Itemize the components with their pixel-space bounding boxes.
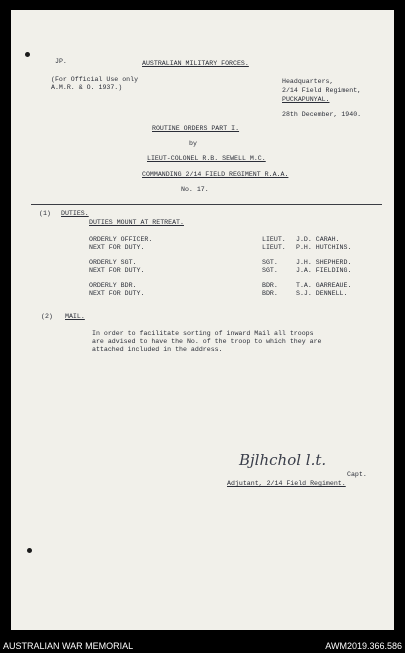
orders-heading: ROUTINE ORDERS PART I. xyxy=(152,125,240,132)
command-line: COMMANDING 2/14 FIELD REGIMENT R.A.A. xyxy=(142,171,289,178)
signature-role: Adjutant, 2/14 Field Regiment. xyxy=(227,480,346,487)
archive-footer xyxy=(0,640,405,653)
commanding-officer: LIEUT-COLONEL R.B. SEWELL M.C. xyxy=(147,155,266,162)
archive-name: AUSTRALIAN WAR MEMORIAL xyxy=(3,641,134,651)
mail-text-line: are advised to have the No. of the troop to which they are xyxy=(92,338,322,345)
duty-name: T.A. GARREAUE. xyxy=(296,282,352,289)
document-page xyxy=(11,10,394,630)
section-rule xyxy=(31,204,382,205)
duty-role: ORDERLY BDR. xyxy=(89,282,137,289)
document-date: 28th December, 1940. xyxy=(282,111,362,118)
duty-rank: SGT. xyxy=(262,267,278,274)
duty-rank: LIEUT. xyxy=(262,244,286,251)
duty-role: NEXT FOR DUTY. xyxy=(89,267,145,274)
hq-line-2: 2/14 Field Regiment, xyxy=(282,87,362,94)
duty-name: P.H. HUTCHINS. xyxy=(296,244,352,251)
duty-name: J.D. CARAH. xyxy=(296,236,340,243)
hq-line-1: Headquarters, xyxy=(282,78,334,85)
duty-name: J.A. FIELDING. xyxy=(296,267,352,274)
duty-role: ORDERLY OFFICER. xyxy=(89,236,153,243)
section-number-mail: (2) xyxy=(41,313,53,320)
hq-line-3: PUCKAPUNYAL. xyxy=(282,96,330,103)
archive-reference: AWM2019.366.586 xyxy=(325,641,402,651)
document-title: AUSTRALIAN MILITARY FORCES. xyxy=(142,60,249,67)
duty-rank: LIEUT. xyxy=(262,236,286,243)
duty-name: S.J. DENNELL. xyxy=(296,290,348,297)
duties-subtitle: DUTIES MOUNT AT RETREAT. xyxy=(89,219,184,226)
official-use-line-2: A.M.R. & O. 1937.) xyxy=(51,84,123,91)
punch-hole xyxy=(27,548,32,553)
duty-role: NEXT FOR DUTY. xyxy=(89,290,145,297)
official-use-line-1: (For Official Use only xyxy=(51,76,139,83)
mail-title: MAIL. xyxy=(65,313,85,320)
order-number: No. 17. xyxy=(181,186,209,193)
reference-mark: JP. xyxy=(55,58,67,65)
duty-role: ORDERLY SGT. xyxy=(89,259,137,266)
mail-text-line: In order to facilitate sorting of inward Mail all troops xyxy=(92,330,314,337)
signature-rank: Capt. xyxy=(347,471,367,478)
duty-name: J.H. SHEPHERD. xyxy=(296,259,352,266)
duty-rank: BDR. xyxy=(262,282,278,289)
section-number-duties: (1) xyxy=(39,210,51,217)
orders-by: by xyxy=(189,140,197,147)
duty-rank: BDR. xyxy=(262,290,278,297)
handwritten-signature: Bjlhchol l.t. xyxy=(239,451,327,469)
duties-title: DUTIES. xyxy=(61,210,89,217)
duty-rank: SGT. xyxy=(262,259,278,266)
punch-hole xyxy=(25,52,30,57)
mail-text-line: attached included in the address. xyxy=(92,346,223,353)
duty-role: NEXT FOR DUTY. xyxy=(89,244,145,251)
